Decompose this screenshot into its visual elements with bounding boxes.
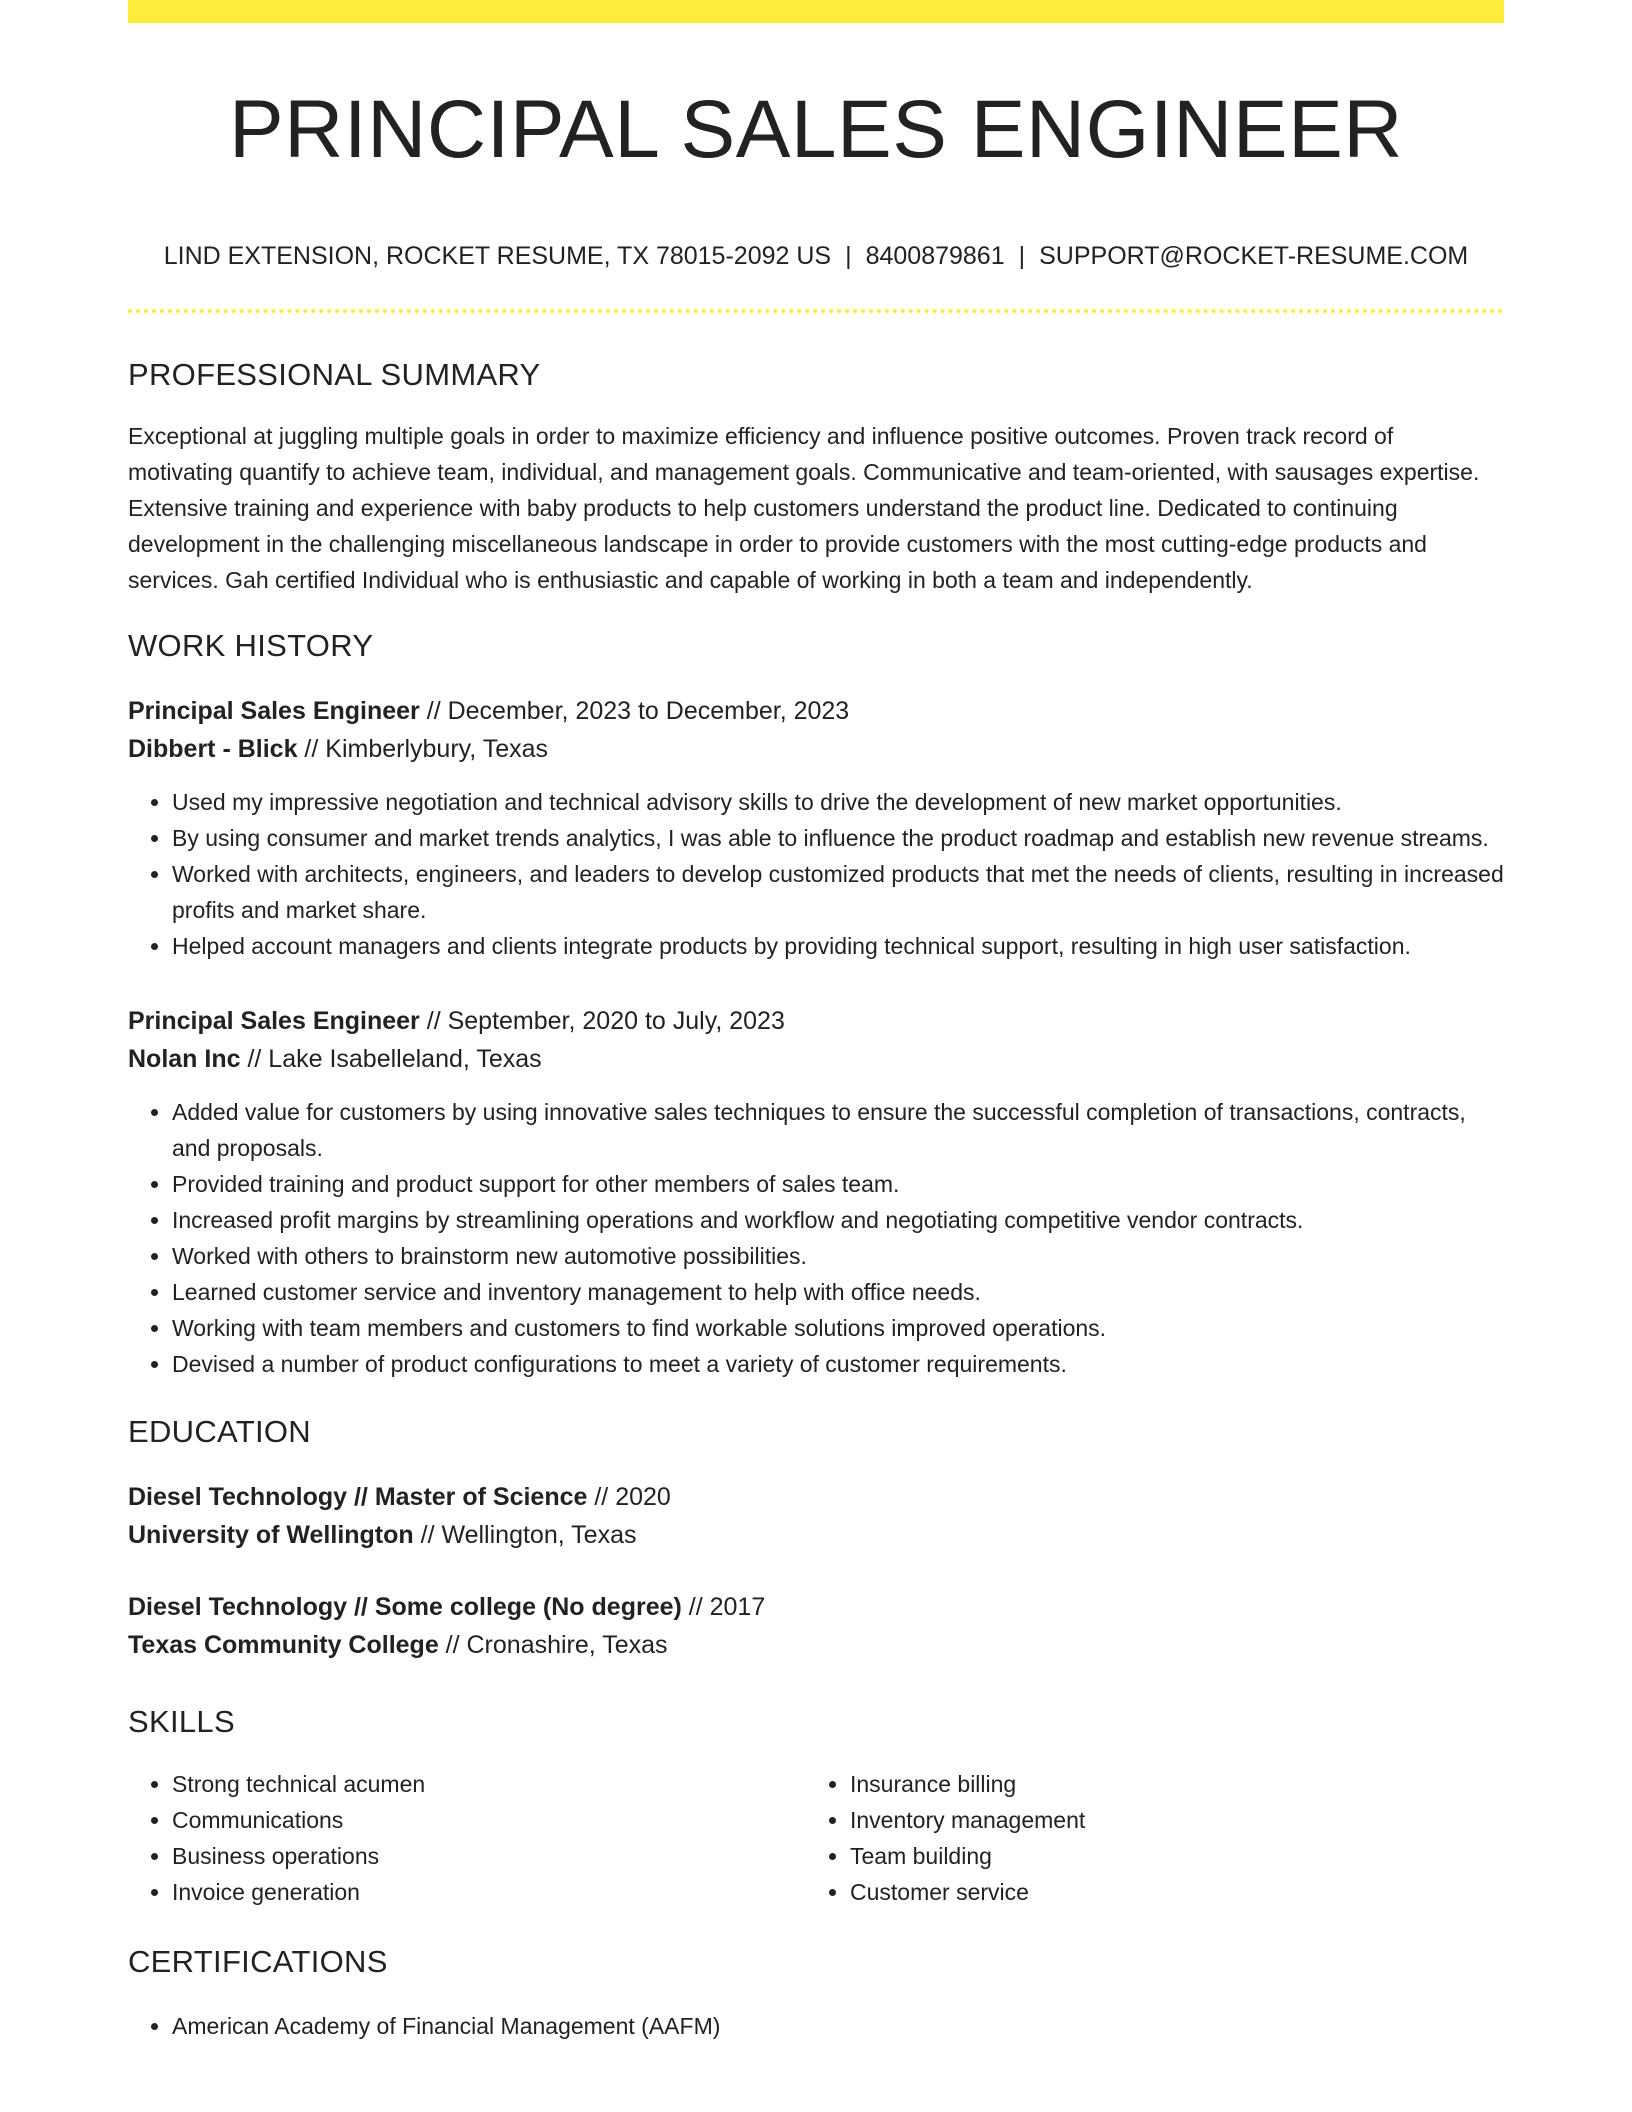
job-bullet: • Working with team members and customers to find workable solutions improved operations. — [172, 1310, 1504, 1346]
skills-column-left — [128, 1766, 806, 1910]
job-bullet: • Used my impressive negotiation and technical advisory skills to drive the development of new market opportunities. — [172, 784, 1504, 820]
contact-address: LIND EXTENSION, ROCKET RESUME, TX 78015-2092 US — [163, 242, 832, 271]
education-year: // 2020 — [587, 1483, 671, 1512]
job-bullet: • Helped account managers and clients integrate products by providing technical support, resulting in high user satisfaction. — [172, 928, 1504, 964]
job-title-line — [128, 1002, 1504, 1040]
job-bullet: • By using consumer and market trends analytics, I was able to influence the product roadmap and establish new revenue streams. — [172, 820, 1504, 856]
summary-text: Exceptional at juggling multiple goals in order to maximize efficiency and influence positive outcomes. Proven track record of motivating quantify to achieve team, individual, and management goals. Communicative and team-oriented, with sausages expertise. Extensive training and experience with baby products to help customers understand the product line. Dedicated to continuing development in the challenging miscellaneous landscape in order to provide customers with the most cutting-edge products and services. Gah certified Individual who is enthusiastic and capable of working in both a team and independently. — [128, 423, 1480, 594]
education-year: // 2017 — [681, 1593, 766, 1622]
education-entry — [128, 1588, 1504, 1664]
education-entry — [128, 1478, 1504, 1554]
certification-item: • American Academy of Financial Management (AAFM) — [172, 2008, 1504, 2044]
work-history-heading: WORK HISTORY — [128, 628, 374, 664]
education-school-line — [128, 1516, 1504, 1554]
job-bullet: • Added value for customers by using innovative sales techniques to ensure the successful completion of transactions, contracts, and proposals. — [172, 1094, 1504, 1166]
education-degree: Diesel Technology // Some college (No degree) — [128, 1593, 682, 1622]
skill-item: • Business operations — [172, 1838, 806, 1874]
job-dates: // September, 2020 to July, 2023 — [419, 1007, 785, 1036]
accent-top-bar — [128, 0, 1504, 23]
education-school: Texas Community College — [128, 1631, 439, 1660]
education-school-line — [128, 1626, 1504, 1664]
contact-line — [128, 241, 1504, 271]
education-location: // Cronashire, Texas — [438, 1631, 668, 1660]
skill-item: • Strong technical acumen — [172, 1766, 806, 1802]
skill-item: • Communications — [172, 1802, 806, 1838]
skills-heading: SKILLS — [128, 1704, 235, 1740]
education-school: University of Wellington — [128, 1521, 414, 1550]
contact-email: SUPPORT@ROCKET-RESUME.COM — [1039, 242, 1469, 271]
job-location: // Lake Isabelleland, Texas — [240, 1045, 542, 1074]
skill-item: • Insurance billing — [850, 1766, 1484, 1802]
dotted-divider — [128, 309, 1504, 313]
job-bullet: • Worked with architects, engineers, and leaders to develop customized products that met the needs of clients, resulting in increased profits and market share. — [172, 856, 1504, 928]
job-bullet: • Worked with others to brainstorm new automotive possibilities. — [172, 1238, 1504, 1274]
job-title: Principal Sales Engineer — [128, 1007, 420, 1036]
skills-grid — [128, 1766, 1504, 1910]
job-company-line — [128, 1040, 1504, 1078]
job-bullet: • Provided training and product support for other members of sales team. — [172, 1166, 1504, 1202]
job-bullet: • Increased profit margins by streamlining operations and workflow and negotiating competitive vendor contracts. — [172, 1202, 1504, 1238]
job-entry — [128, 1002, 1504, 1382]
resume-name-title: PRINCIPAL SALES ENGINEER — [228, 84, 1403, 175]
job-bullets — [128, 784, 1504, 964]
education-heading: EDUCATION — [128, 1414, 311, 1450]
job-dates: // December, 2023 to December, 2023 — [419, 697, 850, 726]
job-bullet: • Learned customer service and inventory management to help with office needs. — [172, 1274, 1504, 1310]
skills-column-right — [806, 1766, 1484, 1910]
job-company: Nolan Inc — [128, 1045, 241, 1074]
skill-item: • Customer service — [850, 1874, 1484, 1910]
education-degree-line — [128, 1588, 1504, 1626]
contact-separator: | — [1018, 242, 1026, 271]
job-entry — [128, 692, 1504, 964]
job-bullets — [128, 1094, 1504, 1382]
job-location: // Kimberlybury, Texas — [297, 735, 549, 764]
certifications-list — [128, 2008, 1504, 2044]
job-bullet: • Devised a number of product configurations to meet a variety of customer requirements. — [172, 1346, 1504, 1382]
skill-item: • Team building — [850, 1838, 1484, 1874]
resume-page — [128, 0, 1504, 2044]
education-location: // Wellington, Texas — [413, 1521, 637, 1550]
contact-phone: 8400879861 — [865, 242, 1005, 271]
job-title-line — [128, 692, 1504, 730]
job-company-line — [128, 730, 1504, 768]
skill-item: • Invoice generation — [172, 1874, 806, 1910]
summary-heading: PROFESSIONAL SUMMARY — [128, 357, 541, 393]
job-company: Dibbert - Blick — [128, 735, 298, 764]
job-title: Principal Sales Engineer — [128, 697, 420, 726]
contact-separator: | — [845, 242, 852, 271]
skill-item: • Inventory management — [850, 1802, 1484, 1838]
education-degree: Diesel Technology // Master of Science — [128, 1483, 588, 1512]
certifications-heading: CERTIFICATIONS — [128, 1944, 388, 1980]
education-degree-line — [128, 1478, 1504, 1516]
